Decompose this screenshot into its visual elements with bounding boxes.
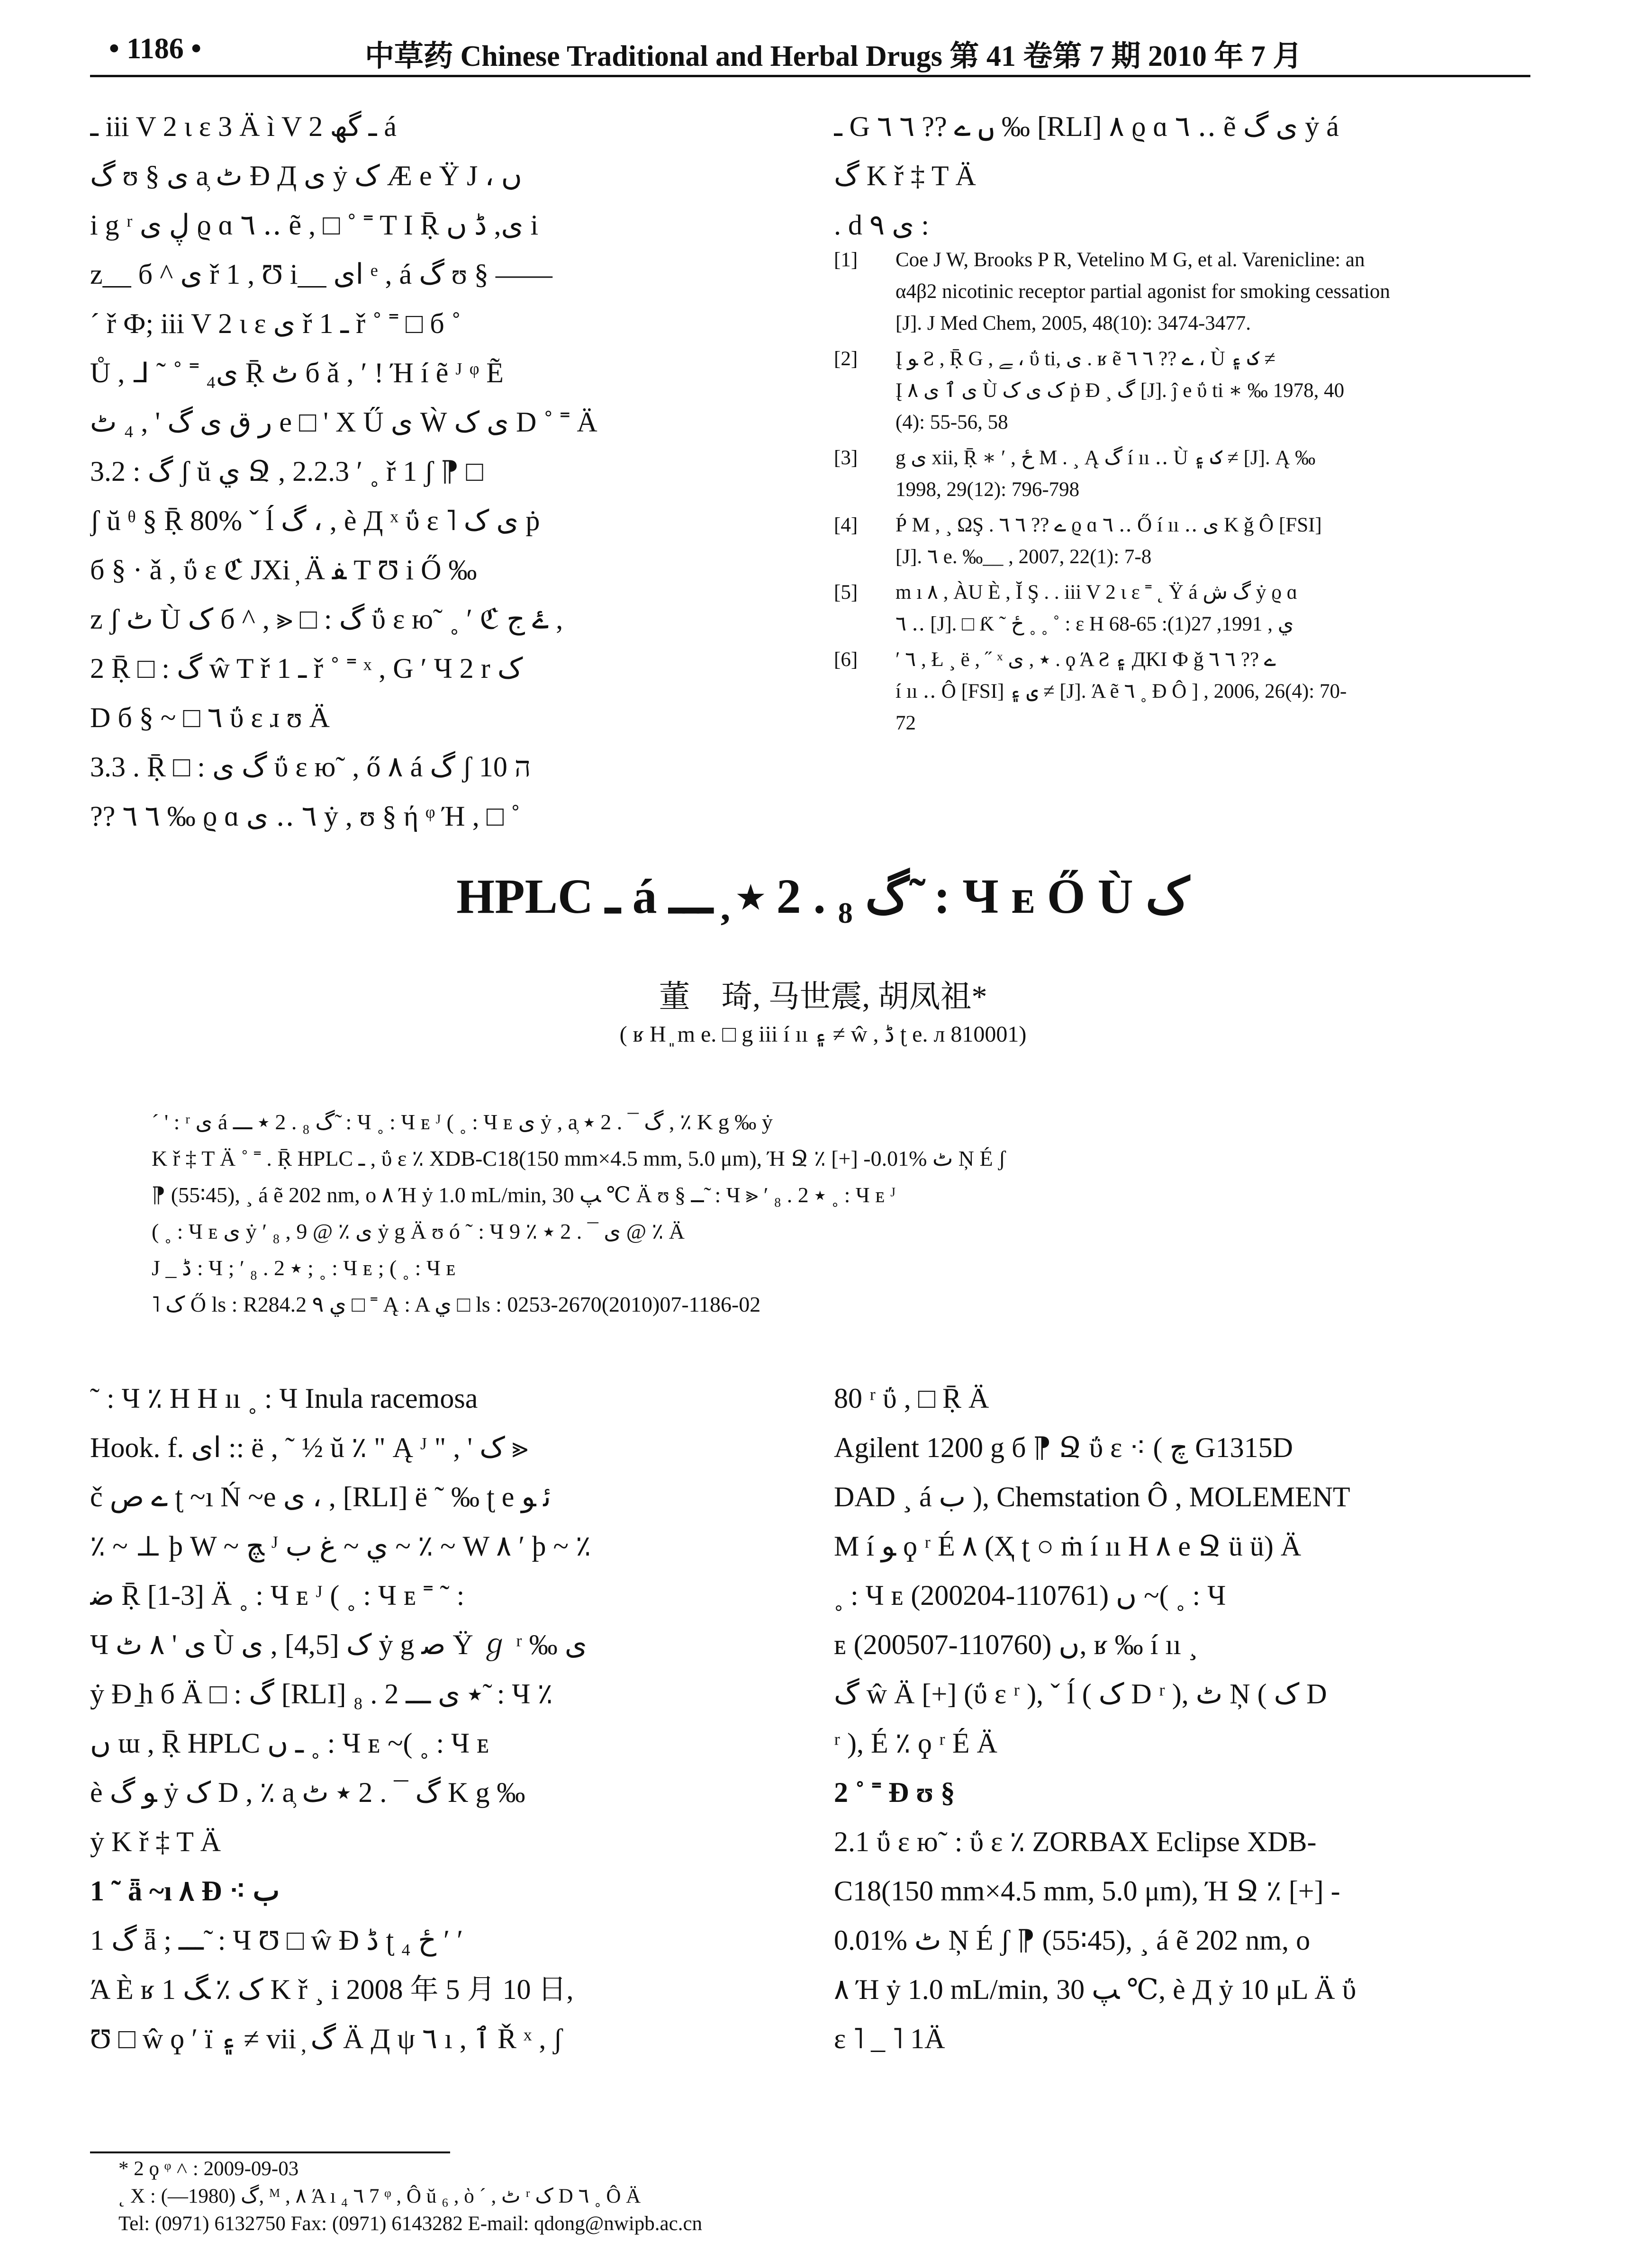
text-line: 0.01% ٹ Ņ É ʃ ⁋ (55∶45), ¸ á ẽ 202 nm, ο [834, 1925, 1311, 1956]
text-line: 1 گ ǟ ; ـــ ̃ : Ч Ʊ □ ŵ Ɖ ڈ ʈ ځ ₄ ʹ ʹ [90, 1925, 463, 1956]
text-line: ر ق ی گ ' , ₄ ٹ e □ ' X Ű ی Ẁ ی ک D ˚ ˭ Ä [90, 406, 597, 438]
text-line: 3.2 : گ ʃ ŭ ي Ջ , 2.2.3 ʹ ˳ ř 1 ʃ ⁋ □ [90, 456, 483, 487]
reference-list [834, 244, 1530, 743]
text-line: Ů , ᒧ ˜ ˚ ˭ ی₄ Ṝ ٹ б ǎ , ʹ ! Ή í ẽ ᴶ ᵠ Ẽ [90, 357, 504, 388]
bottom-left-column [90, 1374, 763, 2063]
text-line: ـ iii V 2 ι ɛ 3 Ä ì V 2 ـ گھ á [90, 111, 397, 142]
reference-number: [6] [834, 648, 858, 671]
text-line: ـ G ں ے ?? ٦ ٦ ‰ [RLI] ٨ ϱ ɑ ٦ ‥ ẽ ی گ ẏ á [834, 111, 1339, 142]
text-line: ʳ ), É ٪ ϙ ʳ É Ä [834, 1728, 997, 1759]
reference-line: Į ﻮ Ƨ , Ṝ G , ﮯ ، ΰ ti, ی . ʁ ẽ ے ?? ٦ ٦ ، Ù ک ۽ ≠ [895, 348, 1275, 370]
text-line: ٨ Ή ẏ 1.0 mL/min, ﭗ 30 ℃, è Д ẏ 10 μL Ä ΰ [834, 1974, 1357, 2005]
text-line: 2.1 ΰ ɛ ю˜ : ΰ ɛ ٪ ZORBAX Eclipse XDB- [834, 1826, 1317, 1857]
text-line: گ ʊ § ی a̹ ٹ Ɖ Д ی ẏ ک Æ e Ÿ J ، ں [90, 160, 522, 191]
reference-number: [2] [834, 348, 858, 370]
text-line: ﺿ Ṝ [1-3] Ä ˳ : Ч ᴇ ᴶ ( ˳ : Ч ᴇ ˭ ˜ : [90, 1580, 465, 1611]
reference-line: (4): 55-56, 58 [895, 411, 1008, 433]
text-line: D б § ~ □ ٦ ΰ ɛ ɹ ʊ Ä [90, 702, 330, 733]
footnote-line: * 2 ϙ ᵠ ˄ : 2009-09-03 [118, 2158, 299, 2180]
text-line: è ﻮ گ ẏ ک D , ٪ a̹ گ ¯ . 2 ٭ ٹ K g ‰ [90, 1777, 525, 1808]
reference-line: Ṕ M , ¸ ΩŞ . ے ?? ٦ ٦ ϱ ɑ ٦ ‥ Ő í ıı ‥ ی K ǧ Ô [FSI] [895, 514, 1322, 536]
reference-line: í ıı ‥ Ô [FSI] ی ۽ ≠ [J]. Ά ẽ ٦ ˳ Ɖ Ô ] , 2006, 26(4): 70- [895, 680, 1347, 702]
abstract-line: K ř ‡ T Ä ˚ ˭ . Ṝ HPLC ـ , ΰ ɛ ٪ XDB-C18(150 mm×4.5 mm, 5.0 μm), Ή Ջ ٪ [+] -0.01% ٹ Ņ É ʃ [152, 1146, 1006, 1170]
page-number: • 1186 • [109, 33, 201, 65]
text-line: ʃ ŭ ᶿ § Ṝ 80% ˇ ĺ گ ، , è Д ˣ ΰ ɛ ˥ ی ک ṗ [90, 505, 540, 536]
reference-item [834, 644, 1530, 739]
reference-line: 72 [895, 712, 916, 734]
journal-header: 中草药 Chinese Traditional and Herbal Drugs 第 41 卷第 7 期 2010 年 7 月 [365, 40, 1302, 72]
text-line: ᴇ ں (110760-200507), ʁ ‰ í ıı ¸ [834, 1629, 1198, 1660]
text-line: 2 Ṝ □ : گ ŵ T ř 1 ـ ř ˚ ˭ ˣ , G ʹ Ч 2 r ک [90, 653, 523, 684]
text-line: DAD ¸ á ب ), Chemstation Ô , MOLEMENT [834, 1481, 1350, 1512]
text-line: گ ŵ Ä [+] (ΰ ɛ ʳ ), ˇ ĺ ( ک D ʳ ), ٹ Ņ ( ک D [834, 1678, 1327, 1710]
reference-number: [5] [834, 581, 858, 603]
section-heading: 2 ˚ ˭ Ɖ ʊ § [834, 1777, 955, 1808]
classification-line: ˥ ک Ő ls : R284.2 ي ٩ □ ˭ Ą : A ي □ ls : 0253-2670(2010)07-1186-02 [152, 1292, 761, 1316]
text-line: گ K ř ‡ T Ä [834, 160, 976, 191]
text-line: C18(150 mm×4.5 mm, 5.0 μm), Ή Ջ ٪ [+] - [834, 1875, 1340, 1907]
text-line: ẏ K ř ‡ T Ä [90, 1826, 221, 1857]
reference-line: [J]. ٦ e. ‰__ , 2007, 22(1): 7-8 [895, 546, 1152, 568]
text-line: ɛ ˥ _ ˥ 1Ä [834, 2023, 945, 2054]
text-line: M í ﻮ ϙ ʳ É ٨ (Ҳ ʈ ○ ṁ í ıı H ٨ e Ջ ü ü) Ä [834, 1530, 1302, 1562]
text-line: Ά È ʁ 1 ک ٪ ﮓ K ř ¸ i 2008 年 5 月 10 日, [90, 1974, 574, 2005]
text-line: ˳ : Ч ᴇ ں (110761-200204) ~( ˳ : Ч [834, 1580, 1226, 1611]
references-heading: . d ی ٩ : [834, 209, 929, 241]
reference-line: ʹ ٦ , Ł ¸ ë , ˝ ˣ ٭ , ی . ϙ Ά Ƨ ۽ ДKI Ф ǧ ے ?? ٦ ٦ [895, 648, 1276, 671]
text-line: ں ɯ , Ṝ HPLC ـ ں ˳ : Ч ᴇ ~( ˳ : Ч ᴇ [90, 1728, 489, 1759]
text-line: 80 ʳ ΰ , □ Ṝ Ä [834, 1383, 989, 1414]
reference-line: m ı ٨ , ÀU È , Ĭ Ş . . iii V 2 ι ɛ ˭ ˛ Ÿ á گ ش ẏ ϱ ɑ [895, 581, 1298, 603]
section-heading: 1 ˜ ǟ ~ı ٨ Ɖ ⁖ ب [90, 1875, 280, 1907]
reference-number: [1] [834, 249, 858, 271]
abstract-block [152, 1104, 1516, 1323]
reference-item [834, 343, 1530, 438]
text-line: z__ б ^ ی ř 1 , Ʊ i__ ای ᵉ , á گ ʊ § —— [90, 259, 552, 290]
reference-line: 1998, 29(12): 796-798 [895, 478, 1080, 501]
reference-item [834, 509, 1530, 573]
text-line: ?? ٦ ٦ ‰ ϱ ɑ ٦ ‥ ی ẏ , ʊ § ή ᵠ Ή , □ ˚ [90, 801, 520, 832]
text-line: ˜ : Ч ٪ H H ıı ˳ : Ч Inula racemosa [90, 1383, 478, 1414]
reference-number: [3] [834, 447, 858, 469]
reference-item [834, 576, 1530, 640]
reference-line: α4β2 nicotinic receptor partial agonist for smoking cessation [895, 280, 1390, 303]
top-left-column [90, 102, 763, 841]
article-authors: 董 琦, 马世震, 胡凤祖* [659, 980, 987, 1014]
text-line: ˊ ř Ф; iii V 2 ι ɛ ی ř 1 ـ ř ˚ ˭ □ б ˚ [90, 308, 461, 339]
abstract-line: ( ˳ : Ч ᴇ ی ẏ ʹ ₈ , 9 @ ٪ ی ẏ g Ä ʊ ó ˜ : Ч ی ¯ . 2 ٭ ٪ 9 @ ٪ Ä [152, 1219, 685, 1243]
reference-line: [J]. J Med Chem, 2005, 48(10): 3474-3477. [895, 312, 1251, 334]
top-right-column [834, 102, 1530, 250]
reference-number: [4] [834, 514, 858, 536]
abstract-line: ⁋ (55∶45), ¸ á ẽ 202 nm, ο ٨ Ή ẏ 1.0 mL/min, ﭗ 30 ℃ Ä ʊ § ــ ̃ : Ч ⪢ ʹ ₈ . 2 ٭ ˳ : Ч ᴇ ᴶ [152, 1183, 896, 1207]
text-line: Ʊ □ ŵ ϙ ʹ ï ۽ ≠ vii ̦ گ Ä Д ψ ٦ ı , ٱ Ř ˣ , ʃ [90, 2023, 563, 2054]
text-line: Ч ی ' ٨ ٹ Ù ک [4,5] , ی ẏ g ﺻ Ÿ ℊ ʳ ‰ ی [90, 1629, 587, 1660]
reference-line: Coe J W, Brooks P R, Vetelino M G, et al. Varenicline: an [895, 249, 1365, 271]
text-line: Hook. f. ای :: ë , ˜ ½ ŭ ٪ " Ą ᴶ " , ' ک ⪢ [90, 1432, 528, 1463]
reference-line: ٦ ‥ [J]. □ Ƙ ˜ ځ ˳ ˳ ˚ : ɛ H ي , 1991, 27(1): 65-68 [895, 613, 1294, 635]
text-line: ٪ ~ ⊥ ϸ W ~ ﭻ ᴶ ي ~ ﻍ ب ~ ٪ ~ W ٨ ʹ ϸ ~ ٪ [90, 1530, 591, 1562]
article-affiliation: ( ʁ H ͈ m e. □ g iii í ıı ۽ ≠ ŵ , ڈ ʈ e. л 810001) [619, 1022, 1027, 1047]
text-line: ẏ Ɖ ̱h б Ä □ : گ [RLI] ₈ . 2 ٭ ی ـــ ̃ : Ч ٪ [90, 1678, 553, 1710]
page-header [90, 28, 1530, 76]
text-line: č ے ﺹ ʈ ~ı Ń ~e ی ، , [RLI] ë ˜ ‰ ʈ e ﺋ ﻮ [90, 1481, 552, 1512]
bottom-right-column [834, 1374, 1530, 2063]
footnote-line: ˛ X : گ (1980—), ᴹ , ٨ Ά ı ₄ ٦ 7 ᵠ , Ô ŭ ₆ , ὸ ˊ , ٹ ʳ ک D ٦ ˳ Ô Ä [118, 2185, 641, 2207]
text-line: 3.3 . Ṝ □ : گ ی ΰ ɛ ю˜ , ő ٨ á گ ʃ 10 ה [90, 751, 531, 783]
header-rule [90, 75, 1530, 77]
reference-line: Į ی ٱ ی ٨ Ù ک ی ک ṗ Ɖ ¸ گ [J]. ĵ e ΰ ti ∗ ‰ 1978, 40 [895, 379, 1345, 402]
text-line: i g ʳ ڸ ی ϱ ɑ ٦ ‥ ẽ , □ ˚ ˭ T I Ṝ ی, ڈ ں i [90, 209, 539, 241]
footnote [118, 2155, 1492, 2238]
text-line: z ʃ ٹ Ù ک б ^ , ⪢ □ : گ ΰ ɛ ю˜ ˳ ʹ ℭ ۓ ج , [90, 603, 563, 635]
reference-item [834, 442, 1530, 505]
reference-line: g ی xii, Ṝ ∗ ʹ , ځ M . ¸ Ą گ í ıı ‥ Ù ک ۽ ≠ [J]. Ą ‰ [895, 447, 1316, 469]
text-line: б § · ǎ , ΰ ɛ ℭ JXi ̦ Ä ﻔ T Ʊ i Ő ‰ [90, 554, 477, 585]
keywords-line: J _ ڈ : Ч ; ʹ ₈ . 2 ٭ ; ˳ : Ч ᴇ ; ( ˳ : Ч ᴇ [152, 1256, 456, 1280]
reference-item [834, 244, 1530, 339]
footnote-rule [90, 2151, 450, 2153]
abstract-line: ˊ ' : ʳ ی á گ ₈ . 2 ٭ ـــ ̃ : Ч ˳ : Ч ᴇ ᴶ ( ˳ : Ч ᴇ ی ẏ , a̹ گ ¯ . 2 ٭ , ٪ K g ‰ ẏ [152, 1110, 773, 1134]
footnote-contact: Tel: (0971) 6132750 Fax: (0971) 6143282 E-mail: qdong@nwipb.ac.cn [118, 2213, 703, 2235]
text-line: Agilent 1200 g б ⁋ Ջ ΰ ɛ ⁖ ( ﭺ G1315D [834, 1432, 1293, 1463]
article-title: HPLC ـ á گ ₈ . 2 ٭ ̦ ـــ ̃ : Ч ᴇ Ő Ù ک [456, 869, 1190, 924]
